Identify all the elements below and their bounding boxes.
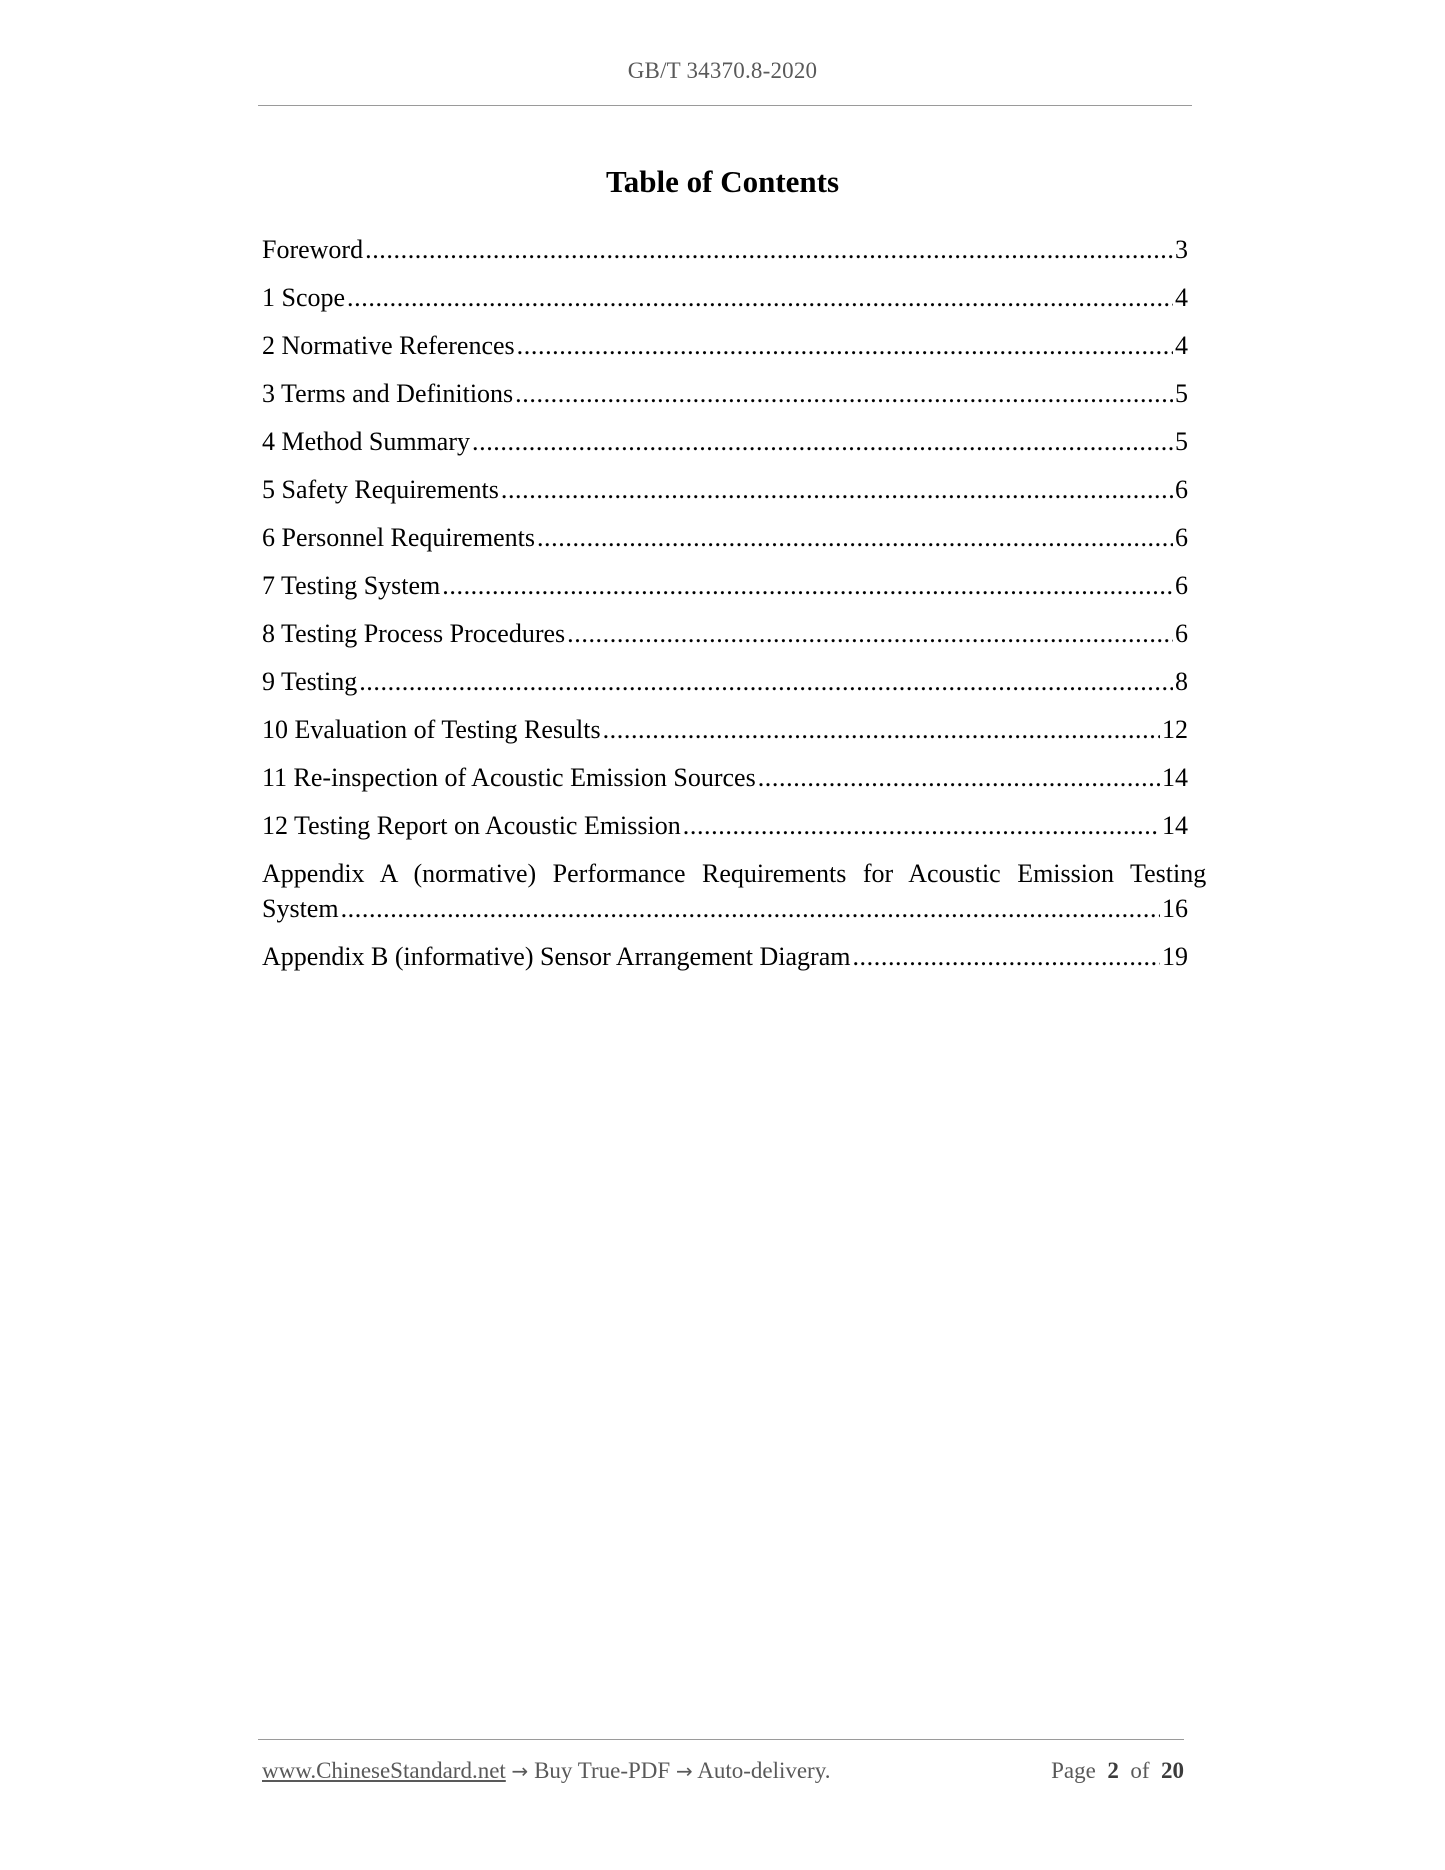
dot-leader [683,802,1160,850]
toc-entry-personnel-requirements[interactable] [262,514,1188,562]
toc-entry-page: 6 [1175,571,1188,600]
dot-leader [442,562,1173,610]
current-page-number: 2 [1107,1758,1119,1783]
page-word: Page [1051,1758,1096,1783]
toc-entry-page: 6 [1175,619,1188,648]
dot-leader [603,706,1160,754]
toc-title: Table of Contents [605,164,840,199]
toc-entry-page: 19 [1162,942,1188,971]
dot-leader [341,891,1160,926]
dot-leader [758,754,1160,802]
toc-entry-testing-process-procedures[interactable] [262,610,1188,658]
toc-entry-terms-and-definitions[interactable] [262,370,1188,418]
dot-leader [501,466,1173,514]
toc-entry-label: 7 Testing System [262,571,441,600]
toc-entry-page: 16 [1162,894,1188,923]
toc-entry-label: Foreword [262,235,364,264]
toc-entry-label: 9 Testing [262,667,358,696]
dot-leader [537,514,1173,562]
toc-entry-appendix-b[interactable] [262,933,1188,981]
toc-entry-label: Appendix B (informative) Sensor Arrangement Diagram [262,942,851,971]
toc-entry-label-continuation: System [262,894,339,923]
toc-entry-label: 3 Terms and Definitions [262,379,514,408]
toc-entry-testing-report[interactable] [262,802,1188,850]
of-word: of [1130,1758,1150,1783]
table-of-contents [262,226,1207,981]
toc-entry-label: 4 Method Summary [262,427,470,456]
toc-entry-re-inspection[interactable] [262,754,1188,802]
dot-leader [517,322,1173,370]
document-id-header: GB/T 34370.8-2020 [627,58,818,83]
toc-entry-label: 1 Scope [262,283,346,312]
toc-entry-page: 5 [1175,427,1188,456]
toc-entry-page: 8 [1175,667,1188,696]
dot-leader [472,418,1173,466]
toc-entry-label: 5 Safety Requirements [262,475,499,504]
toc-entry-testing-system[interactable] [262,562,1188,610]
total-page-number: 20 [1161,1758,1184,1783]
dot-leader [347,274,1173,322]
toc-entry-method-summary[interactable] [262,418,1188,466]
toc-entry-page: 12 [1162,715,1188,744]
toc-entry-normative-references[interactable] [262,322,1188,370]
toc-entry-label: 6 Personnel Requirements [262,523,535,552]
toc-entry-label: 2 Normative References [262,331,515,360]
dot-leader [567,610,1173,658]
toc-entry-label: 10 Evaluation of Testing Results [262,715,601,744]
dot-leader [515,370,1173,418]
toc-entry-label: 8 Testing Process Procedures [262,619,566,648]
header-divider [258,105,1192,106]
toc-entry-page: 3 [1175,235,1188,264]
toc-entry-page: 6 [1175,523,1188,552]
toc-entry-page: 14 [1162,763,1188,792]
toc-entry-scope[interactable] [262,274,1188,322]
toc-entry-label: Appendix A (normative) Performance Requirements for Acoustic Emission Testing [262,859,1207,888]
toc-entry-page: 14 [1162,811,1188,840]
toc-entry-page: 5 [1175,379,1188,408]
arrow-right-icon: → [675,1759,693,1783]
toc-entry-page: 4 [1175,331,1188,360]
toc-entry-label: 12 Testing Report on Acoustic Emission [262,811,681,840]
buy-pdf-text: Buy True-PDF [534,1758,671,1783]
page-counter [1051,1758,1184,1784]
site-link[interactable]: www.ChineseStandard.net [262,1758,506,1783]
footer-promo [262,1758,830,1784]
toc-entry-testing[interactable] [262,658,1188,706]
toc-entry-label: 11 Re-inspection of Acoustic Emission Sources [262,763,756,792]
dot-leader [359,658,1173,706]
toc-entry-foreword[interactable] [262,226,1188,274]
toc-entry-page: 4 [1175,283,1188,312]
auto-delivery-text: Auto-delivery. [697,1758,831,1783]
dot-leader [852,933,1160,981]
toc-entry-evaluation-of-testing-results[interactable] [262,706,1188,754]
toc-entry-page: 6 [1175,475,1188,504]
arrow-right-icon: → [511,1759,529,1783]
footer-divider [258,1739,1184,1740]
dot-leader [365,226,1173,274]
toc-entry-safety-requirements[interactable] [262,466,1188,514]
toc-entry-appendix-a[interactable] [262,850,1207,933]
